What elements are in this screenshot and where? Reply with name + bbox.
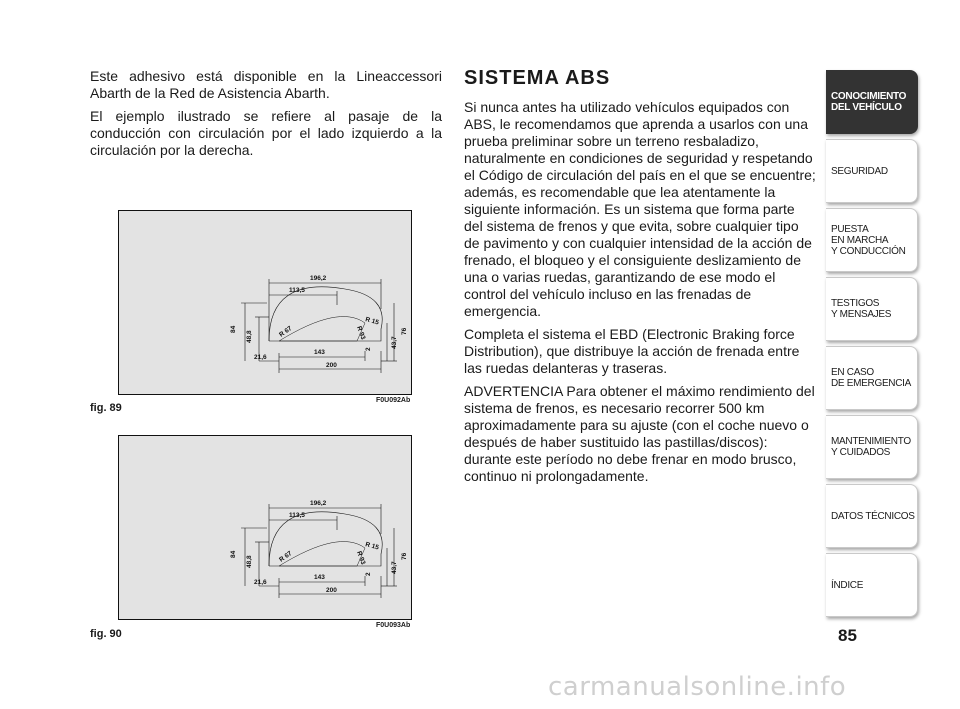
paragraph: Completa el sistema el EBD (Electronic Braking force Distribution), que distribuye la acción de frenada entre las ruedas delanteras y traseras. bbox=[464, 326, 800, 376]
sticker-dimension-drawing bbox=[119, 211, 411, 394]
radius-93: R 93 bbox=[355, 325, 367, 341]
dim-84: 84 bbox=[230, 325, 237, 333]
dim-76: 76 bbox=[401, 552, 408, 560]
tab-conocimiento-del-vehiculo[interactable]: CONOCIMIENTO DEL VEHÍCULO bbox=[826, 70, 918, 134]
radius-67: R 67 bbox=[278, 325, 294, 339]
dim-143: 143 bbox=[314, 574, 325, 581]
dim-196: 196,2 bbox=[310, 275, 327, 282]
tab-puesta-en-marcha[interactable]: PUESTA EN MARCHA Y CONDUCCIÓN bbox=[826, 208, 918, 272]
dim-43: 43,7 bbox=[391, 561, 398, 574]
sticker-dimension-drawing bbox=[119, 436, 411, 619]
dim-200: 200 bbox=[326, 362, 337, 369]
dim-200: 200 bbox=[326, 587, 337, 594]
figure-code: F0U092Ab bbox=[376, 397, 411, 404]
paragraph: Este adhesivo está disponible en la Lineaccessori Abarth de la Red de Asistencia Abarth. bbox=[90, 68, 442, 101]
dim-2: 2 bbox=[365, 347, 372, 351]
dim-43: 43,7 bbox=[391, 336, 398, 349]
dim-143: 143 bbox=[314, 349, 325, 356]
radius-15: R 15 bbox=[364, 541, 380, 552]
radius-93: R 93 bbox=[355, 550, 367, 566]
dim-2: 2 bbox=[365, 572, 372, 576]
dim-196: 196,2 bbox=[310, 500, 327, 507]
radius-67: R 67 bbox=[278, 550, 294, 564]
dim-113: 113,5 bbox=[289, 512, 305, 519]
paragraph: El ejemplo ilustrado se refiere al pasaje de la conducción con circulación por el lado izquierdo a la circulación por la derecha. bbox=[90, 108, 442, 158]
figure-label: fig. 90 bbox=[90, 628, 122, 640]
dim-21: 21,6 bbox=[254, 354, 267, 361]
tab-datos-tecnicos[interactable]: DATOS TÉCNICOS bbox=[826, 484, 918, 548]
chapter-tabs bbox=[826, 70, 918, 622]
paragraph: Si nunca antes ha utilizado vehículos equipados con ABS, le recomendamos que aprenda a usarlos con una prueba preliminar sobre un terreno resbaladizo, naturalmente en condiciones de seguridad y respetando el Código de circulación del país en el que se encuentre; además, es recomendable que lea atentamente la siguiente información. Es un sistema que forma parte del sistema de frenos y que evita, sobre cualquier tipo de pavimento y con cualquier intensidad de la acción de frenado, el bloqueo y el consiguiente deslizamiento de una o varias ruedas, garantizando de ese modo el control del vehículo incluso en las frenadas de emergencia. bbox=[464, 99, 816, 319]
tab-mantenimiento[interactable]: MANTENIMIENTO Y CUIDADOS bbox=[826, 415, 918, 479]
tab-testigos-y-mensajes[interactable]: TESTIGOS Y MENSAJES bbox=[826, 277, 918, 341]
figure-89-diagram bbox=[118, 210, 412, 395]
watermark: carmanualsonline.info bbox=[548, 672, 847, 702]
dim-48: 48,8 bbox=[246, 330, 253, 343]
figure-90-diagram bbox=[118, 435, 412, 620]
paragraph: ADVERTENCIA Para obtener el máximo rendimiento del sistema de frenos, es necesario recorrer 500 km aproximadamente para su ajuste (con el coche nuevo o después de haber sustituido las pastillas/discos): durante este período no debe frenar en modo brusco, continuo ni prolongadamente. bbox=[464, 383, 815, 484]
figure-label: fig. 89 bbox=[90, 402, 122, 414]
dim-84: 84 bbox=[230, 550, 237, 558]
tab-indice[interactable]: ÍNDICE bbox=[826, 553, 918, 617]
right-column bbox=[464, 68, 816, 491]
left-column bbox=[90, 68, 442, 165]
page-number: 85 bbox=[838, 626, 857, 645]
dim-21: 21,6 bbox=[254, 579, 267, 586]
dim-76: 76 bbox=[401, 327, 408, 335]
dim-113: 113,5 bbox=[289, 287, 305, 294]
tab-seguridad[interactable]: SEGURIDAD bbox=[826, 139, 918, 203]
dim-48: 48,8 bbox=[246, 555, 253, 568]
figure-code: F0U093Ab bbox=[376, 622, 411, 629]
tab-en-caso-de-emergencia[interactable]: EN CASO DE EMERGENCIA bbox=[826, 346, 918, 410]
radius-15: R 15 bbox=[364, 316, 380, 327]
section-title: SISTEMA ABS bbox=[464, 67, 611, 89]
